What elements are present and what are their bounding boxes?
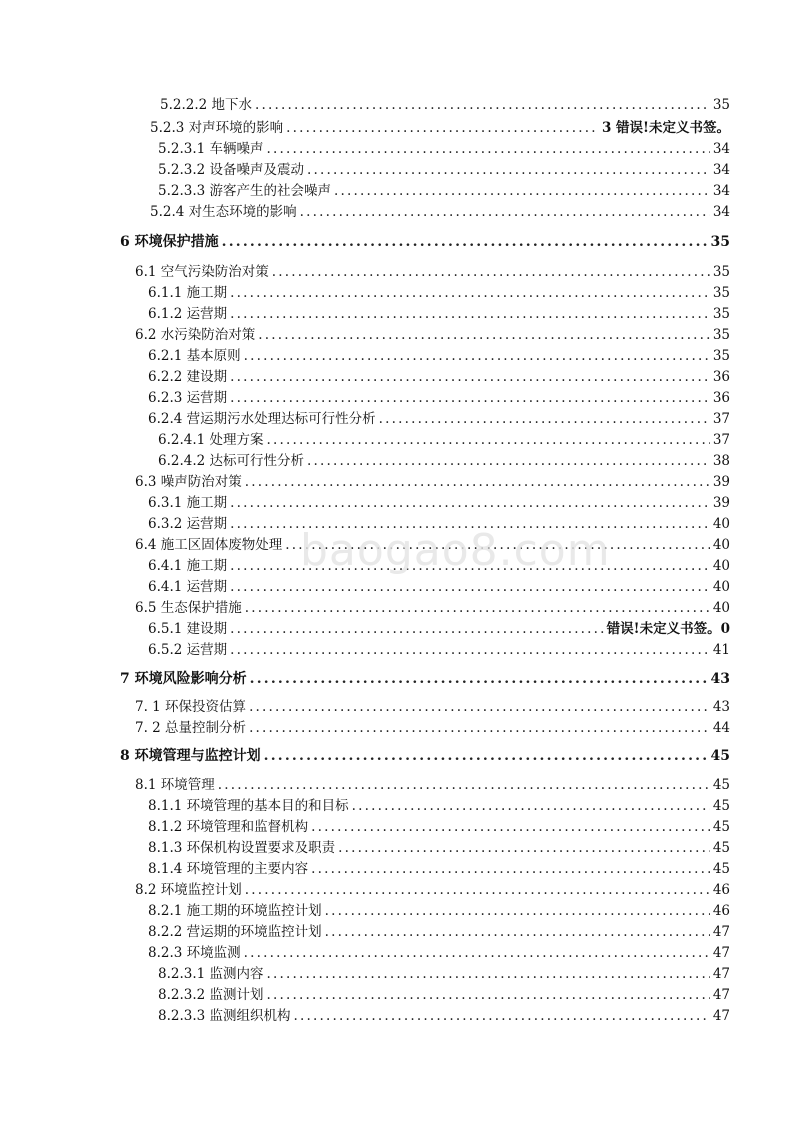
toc-entry-label: 8.2.3.1 监测内容 xyxy=(158,966,264,982)
toc-entry-label: 8.1 环境管理 xyxy=(135,777,215,793)
toc-entry-page: 45 xyxy=(712,819,730,835)
toc-entry[interactable] xyxy=(0,325,730,345)
toc-entry[interactable] xyxy=(0,598,730,618)
toc-leader-dots xyxy=(250,669,708,689)
toc-entry-label: 6.2.4.1 处理方案 xyxy=(158,432,264,448)
toc-entry[interactable] xyxy=(0,160,730,180)
toc-leader-dots xyxy=(230,514,710,534)
toc-entry[interactable] xyxy=(0,514,730,534)
toc-entry-page: 34 xyxy=(712,162,730,178)
toc-entry-label: 6.2.4.2 达标可行性分析 xyxy=(158,453,305,469)
toc-leader-dots xyxy=(267,985,710,1005)
toc-entry-page: 47 xyxy=(712,1008,730,1024)
toc-leader-dots xyxy=(338,838,710,858)
toc-entry-label: 8.1.2 环境管理和监督机构 xyxy=(148,819,309,835)
toc-entry-page: 45 xyxy=(712,861,730,877)
toc-entry[interactable] xyxy=(0,619,730,639)
toc-entry-page: 40 xyxy=(712,600,730,616)
toc-entry-page: 40 xyxy=(712,558,730,574)
toc-entry-label: 5.2.3.2 设备噪声及震动 xyxy=(158,162,305,178)
toc-entry-label: 6.1.2 运营期 xyxy=(148,306,228,322)
toc-leader-dots xyxy=(352,796,710,816)
toc-entry-page: 35 xyxy=(712,348,730,364)
toc-leader-dots xyxy=(325,922,710,942)
toc-leader-dots xyxy=(245,472,710,492)
toc-entry-page: 36 xyxy=(712,369,730,385)
toc-entry[interactable] xyxy=(0,859,730,879)
toc-entry[interactable] xyxy=(0,922,730,942)
toc-leader-dots xyxy=(230,640,710,660)
toc-chapter-entry[interactable] xyxy=(0,232,730,252)
toc-entry-page: 35 xyxy=(712,306,730,322)
toc-entry-page: 45 xyxy=(712,777,730,793)
toc-entry-page: 40 xyxy=(712,537,730,553)
toc-entry[interactable] xyxy=(0,535,730,555)
toc-entry-label: 7. 1 环保投资估算 xyxy=(135,699,247,715)
toc-entry-page: 34 xyxy=(712,204,730,220)
toc-entry-label: 6.2.2 建设期 xyxy=(148,369,228,385)
toc-leader-dots xyxy=(307,451,710,471)
toc-entry[interactable] xyxy=(0,640,730,660)
toc-leader-dots xyxy=(249,718,710,738)
toc-leader-dots xyxy=(307,160,710,180)
toc-leader-dots xyxy=(244,943,710,963)
toc-leader-dots xyxy=(255,95,710,115)
toc-entry-page: 37 xyxy=(712,432,730,448)
toc-entry-page: 47 xyxy=(712,945,730,961)
toc-entry-label: 6.2.3 运营期 xyxy=(148,390,228,406)
toc-leader-dots xyxy=(258,325,710,345)
toc-entry-page-error: 错误!未定义书签。0 xyxy=(606,621,730,637)
toc-entry-label: 6.2 水污染防治对策 xyxy=(135,327,256,343)
toc-entry-page: 44 xyxy=(712,720,730,736)
toc-entry-label: 6.3.1 施工期 xyxy=(148,495,228,511)
toc-leader-dots xyxy=(230,283,710,303)
toc-entry-page: 39 xyxy=(712,495,730,511)
toc-entry[interactable] xyxy=(0,964,730,984)
toc-entry-label: 8.1.3 环保机构设置要求及职责 xyxy=(148,840,336,856)
toc-entry-label: 6.4 施工区固体废物处理 xyxy=(135,537,283,553)
toc-entry-label: 6.2.4 营运期污水处理达标可行性分析 xyxy=(148,411,376,427)
toc-leader-dots xyxy=(267,964,710,984)
toc-entry-page: 35 xyxy=(712,285,730,301)
toc-entry-page: 35 xyxy=(712,264,730,280)
toc-entry[interactable] xyxy=(0,118,730,138)
toc-leader-dots xyxy=(218,775,710,795)
toc-entry[interactable] xyxy=(0,367,730,387)
toc-entry-label: 6.5.2 运营期 xyxy=(148,642,228,658)
watermark-text: baogao8.com xyxy=(300,525,611,576)
toc-entry-label: 8.2.3.2 监测计划 xyxy=(158,987,264,1003)
toc-entry-page: 34 xyxy=(712,141,730,157)
toc-entry[interactable] xyxy=(0,304,730,324)
toc-entry[interactable] xyxy=(0,409,730,429)
toc-entry[interactable] xyxy=(0,985,730,1005)
toc-entry-label: 6.5 生态保护措施 xyxy=(135,600,242,616)
toc-leader-dots xyxy=(294,1006,710,1026)
toc-entry-page: 35 xyxy=(712,97,730,113)
toc-entry[interactable] xyxy=(0,472,730,492)
toc-leader-dots xyxy=(286,118,599,138)
toc-leader-dots xyxy=(325,901,710,921)
toc-entry-label: 5.2.3 对声环境的影响 xyxy=(150,120,284,136)
toc-leader-dots xyxy=(230,493,710,513)
toc-leader-dots xyxy=(267,430,710,450)
toc-leader-dots xyxy=(272,262,710,282)
toc-leader-dots xyxy=(230,619,604,639)
toc-leader-dots xyxy=(230,556,710,576)
toc-entry-label: 5.2.3.1 车辆噪声 xyxy=(158,141,264,157)
toc-entry[interactable] xyxy=(0,796,730,816)
toc-leader-dots xyxy=(244,346,710,366)
toc-entry-page-error: 3 错误!未定义书签。 xyxy=(601,120,730,136)
toc-leader-dots xyxy=(249,697,710,717)
toc-leader-dots xyxy=(285,535,710,555)
toc-entry[interactable] xyxy=(0,775,730,795)
toc-entry-page: 47 xyxy=(712,987,730,1003)
toc-entry[interactable] xyxy=(0,556,730,576)
toc-entry[interactable] xyxy=(0,95,730,115)
toc-entry-label: 6.3 噪声防治对策 xyxy=(135,474,242,490)
toc-entry-page: 46 xyxy=(712,903,730,919)
toc-leader-dots xyxy=(230,388,710,408)
toc-entry-label: 8.1.4 环境管理的主要内容 xyxy=(148,861,309,877)
toc-chapter-label: 6 环境保护措施 xyxy=(120,234,219,250)
toc-entry-label: 5.2.4 对生态环境的影响 xyxy=(150,204,297,220)
toc-entry[interactable] xyxy=(0,346,730,366)
toc-entry[interactable] xyxy=(0,202,730,222)
toc-entry-page: 41 xyxy=(712,642,730,658)
toc-entry-page: 38 xyxy=(712,453,730,469)
toc-entry[interactable] xyxy=(0,430,730,450)
toc-leader-dots xyxy=(245,880,710,900)
toc-entry[interactable] xyxy=(0,577,730,597)
toc-entry[interactable] xyxy=(0,901,730,921)
toc-entry-label: 7. 2 总量控制分析 xyxy=(135,720,247,736)
toc-entry-page: 47 xyxy=(712,966,730,982)
toc-entry-label: 8.2.3 环境监测 xyxy=(148,945,241,961)
toc-leader-dots xyxy=(222,232,708,252)
toc-entry[interactable] xyxy=(0,718,730,738)
toc-leader-dots xyxy=(379,409,710,429)
toc-entry-page: 35 xyxy=(712,327,730,343)
toc-entry-page: 34 xyxy=(712,183,730,199)
toc-entry[interactable] xyxy=(0,181,730,201)
toc-entry-page: 47 xyxy=(712,924,730,940)
toc-entry-label: 6.3.2 运营期 xyxy=(148,516,228,532)
toc-entry-label: 6.1 空气污染防治对策 xyxy=(135,264,269,280)
toc-entry-page: 39 xyxy=(712,474,730,490)
toc-entry[interactable] xyxy=(0,838,730,858)
toc-entry-label: 8.2.1 施工期的环境监控计划 xyxy=(148,903,322,919)
toc-leader-dots xyxy=(230,367,710,387)
toc-entry-page: 45 xyxy=(712,798,730,814)
toc-chapter-entry[interactable] xyxy=(0,746,730,766)
toc-entry-label: 8.1.1 环境管理的基本目的和目标 xyxy=(148,798,349,814)
toc-entry[interactable] xyxy=(0,1006,730,1026)
toc-entry[interactable] xyxy=(0,262,730,282)
toc-entry-label: 6.5.1 建设期 xyxy=(148,621,228,637)
toc-entry-page: 35 xyxy=(710,234,730,250)
toc-entry-label: 5.2.3.3 游客产生的社会噪声 xyxy=(158,183,332,199)
toc-entry-page: 40 xyxy=(712,579,730,595)
toc-leader-dots xyxy=(230,304,710,324)
toc-entry[interactable] xyxy=(0,880,730,900)
toc-entry[interactable] xyxy=(0,388,730,408)
toc-entry-label: 5.2.2.2 地下水 xyxy=(160,97,253,113)
toc-leader-dots xyxy=(311,859,710,879)
toc-entry-page: 40 xyxy=(712,516,730,532)
toc-entry-label: 8.2.2 营运期的环境监控计划 xyxy=(148,924,322,940)
toc-entry-page: 37 xyxy=(712,411,730,427)
toc-leader-dots xyxy=(311,817,710,837)
toc-leader-dots xyxy=(245,598,710,618)
toc-entry-label: 6.2.1 基本原则 xyxy=(148,348,241,364)
toc-entry[interactable] xyxy=(0,943,730,963)
toc-leader-dots xyxy=(264,746,708,766)
toc-entry-page: 43 xyxy=(710,671,730,687)
toc-entry-label: 8.2.3.3 监测组织机构 xyxy=(158,1008,291,1024)
toc-entry[interactable] xyxy=(0,697,730,717)
toc-entry[interactable] xyxy=(0,451,730,471)
toc-entry[interactable] xyxy=(0,139,730,159)
toc-entry-label: 6.4.1 运营期 xyxy=(148,579,228,595)
toc-chapter-label: 8 环境管理与监控计划 xyxy=(120,748,261,764)
toc-chapter-entry[interactable] xyxy=(0,669,730,689)
toc-chapter-label: 7 环境风险影响分析 xyxy=(120,671,247,687)
toc-entry[interactable] xyxy=(0,283,730,303)
toc-entry-page: 45 xyxy=(712,840,730,856)
toc-leader-dots xyxy=(334,181,710,201)
toc-leader-dots xyxy=(267,139,710,159)
toc-entry-page: 45 xyxy=(710,748,730,764)
toc-entry[interactable] xyxy=(0,817,730,837)
toc-entry-label: 8.2 环境监控计划 xyxy=(135,882,242,898)
toc-entry-page: 43 xyxy=(712,699,730,715)
toc-entry-label: 6.1.1 施工期 xyxy=(148,285,228,301)
toc-leader-dots xyxy=(300,202,710,222)
toc-entry[interactable] xyxy=(0,493,730,513)
toc-entry-label: 6.4.1 施工期 xyxy=(148,558,228,574)
toc-leader-dots xyxy=(230,577,710,597)
toc-entry-page: 46 xyxy=(712,882,730,898)
toc-entry-page: 36 xyxy=(712,390,730,406)
